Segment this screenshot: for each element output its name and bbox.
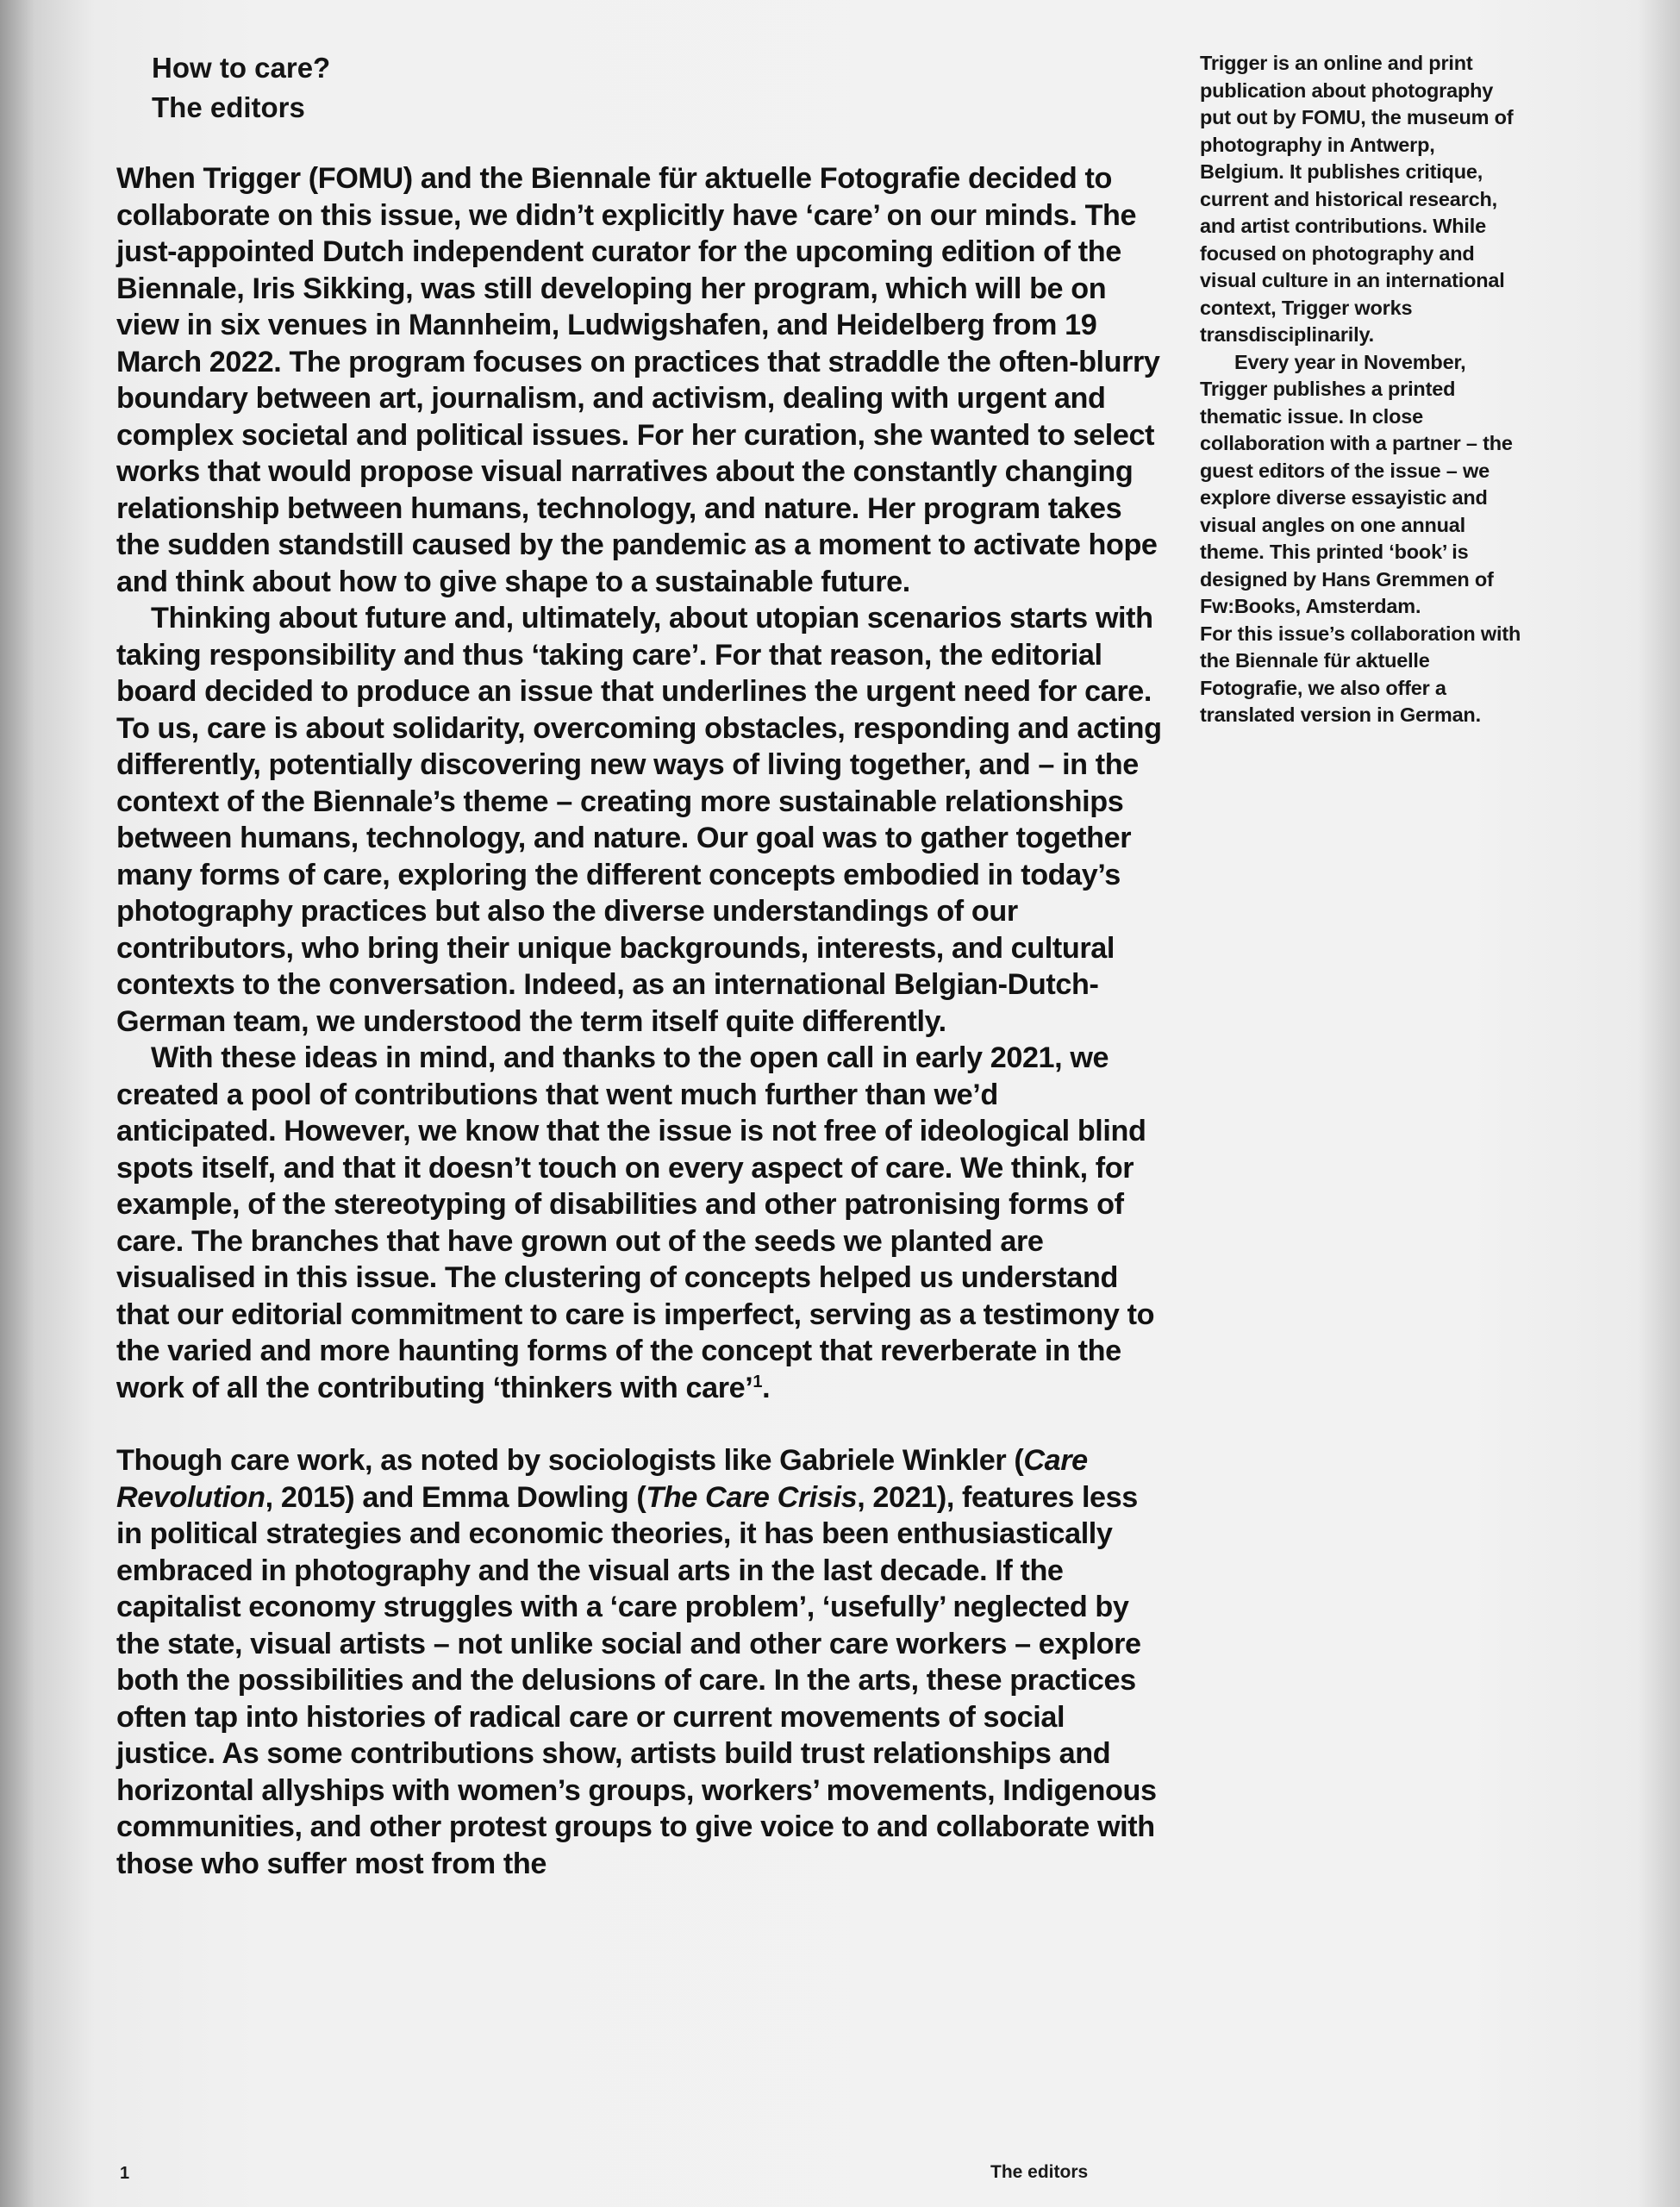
page-number: 1: [120, 2164, 130, 2183]
article-title: How to care?: [152, 52, 331, 84]
paragraph-2: Thinking about future and, ultimately, about utopian scenarios starts with taking responsibility and thus ‘taking care’. For that reason, the editorial board decided to produce an issue that underlines the urgent need for care. To us, care is about solidarity, overcoming obstacles, responding and acting differently, potentially discovering new ways of living together, and – in the context of the Biennale’s theme – creating more sustainable relationships between humans, technology, and nature. Our goal was to gather together many forms of care, exploring the different concepts embodied in today’s photography practices but also the diverse understandings of our contributors, who bring their unique backgrounds, interests, and cultural contexts to the conversation. Indeed, as an international Belgian-Dutch-German team, we understood the term itself quite differently.: [116, 602, 1162, 1038]
main-text-column: [116, 160, 1164, 1882]
paragraph-4-part-b: , 2015) and Emma Dowling (: [265, 1480, 646, 1514]
paragraph-4: [116, 1442, 1164, 1882]
article-header: [152, 48, 669, 128]
book-title-care-revolution: Care Revolution: [116, 1444, 1088, 1514]
running-footer-title: The editors: [990, 2162, 1089, 2182]
footnote-marker: 1: [753, 1372, 763, 1391]
paragraph-3: [116, 1040, 1164, 1406]
sidebar-paragraph-3: For this issue’s collaboration with the Biennale für aktuelle Fotografie, we also offer a translated version in German.: [1200, 622, 1521, 726]
sidebar-paragraph-2: Every year in November, Trigger publishes a printed thematic issue. In close collaboration with a partner – the guest editors of the issue – we explore diverse essayistic and visual angles on one annual theme. This printed ‘book’ is designed by Hans Gremmen of Fw:Books, Amsterdam.: [1200, 350, 1513, 617]
article-byline: The editors: [152, 91, 305, 123]
paragraph-3-text: With these ideas in mind, and thanks to the open call in early 2021, we created a pool of contributions that went much further than we’d anticipated. However, we know that the issue is not free of ideological blind spots itself, and that it doesn’t touch on every aspect of care. We think, for example, of the stereotyping of disabilities and other patronising forms of care. The branches that have grown out of the seeds we planted are visualised in this issue. The clustering of concepts helped us understand that our editorial commitment to care is imperfect, serving as a testimony to the varied and more haunting forms of the concept that reverberate in the work of all the contributing ‘thinkers with care’: [116, 1041, 1155, 1404]
book-title-care-crisis: The Care Crisis: [646, 1480, 858, 1514]
sidebar-column: [1200, 50, 1523, 729]
paragraph-4-part-a: Though care work, as noted by sociologists like Gabriele Winkler (: [116, 1444, 1024, 1477]
paragraph-3-end: .: [762, 1371, 771, 1404]
paragraph-4-part-c: , 2021), features less in political strategies and economic theories, it has been enthusiastically embraced in photography and the visual arts in the last decade. If the capitalist economy struggles with a ‘care problem’, ‘usefully’ neglected by the state, visual artists – not unlike social and other care workers – explore both the possibilities and the delusions of care. In the arts, these practices often tap into histories of radical care or current movements of social justice. As some contributions show, artists build trust relationships and horizontal allyships with women’s groups, workers’ movements, Indigenous communities, and other protest groups to give voice to and collaborate with those who suffer most from the: [116, 1480, 1157, 1880]
paragraph-1: When Trigger (FOMU) and the Biennale für aktuelle Fotografie decided to collaborate on this issue, we didn’t explicitly have ‘care’ on our minds. The just-appointed Dutch independent curator for the upcoming edition of the Biennale, Iris Sikking, was still developing her program, which will be on view in six venues in Mannheim, Ludwigshafen, and Heidelberg from 19 March 2022. The program focuses on practices that straddle the often-blurry boundary between art, journalism, and activism, dealing with urgent and complex societal and political issues. For her curation, she wanted to select works that would propose visual narratives about the constantly changing relationship between humans, technology, and nature. Her program takes the sudden standstill caused by the pandemic as a moment to activate hope and think about how to give shape to a sustainable future.: [116, 162, 1160, 598]
sidebar-paragraph-1: Trigger is an online and print publication about photography put out by FOMU, the museum of photography in Antwerp, Belgium. It publishes critique, current and historical research, and artist contributions. While focused on photography and visual culture in an international context, Trigger works transdisciplinarily.: [1200, 52, 1514, 346]
